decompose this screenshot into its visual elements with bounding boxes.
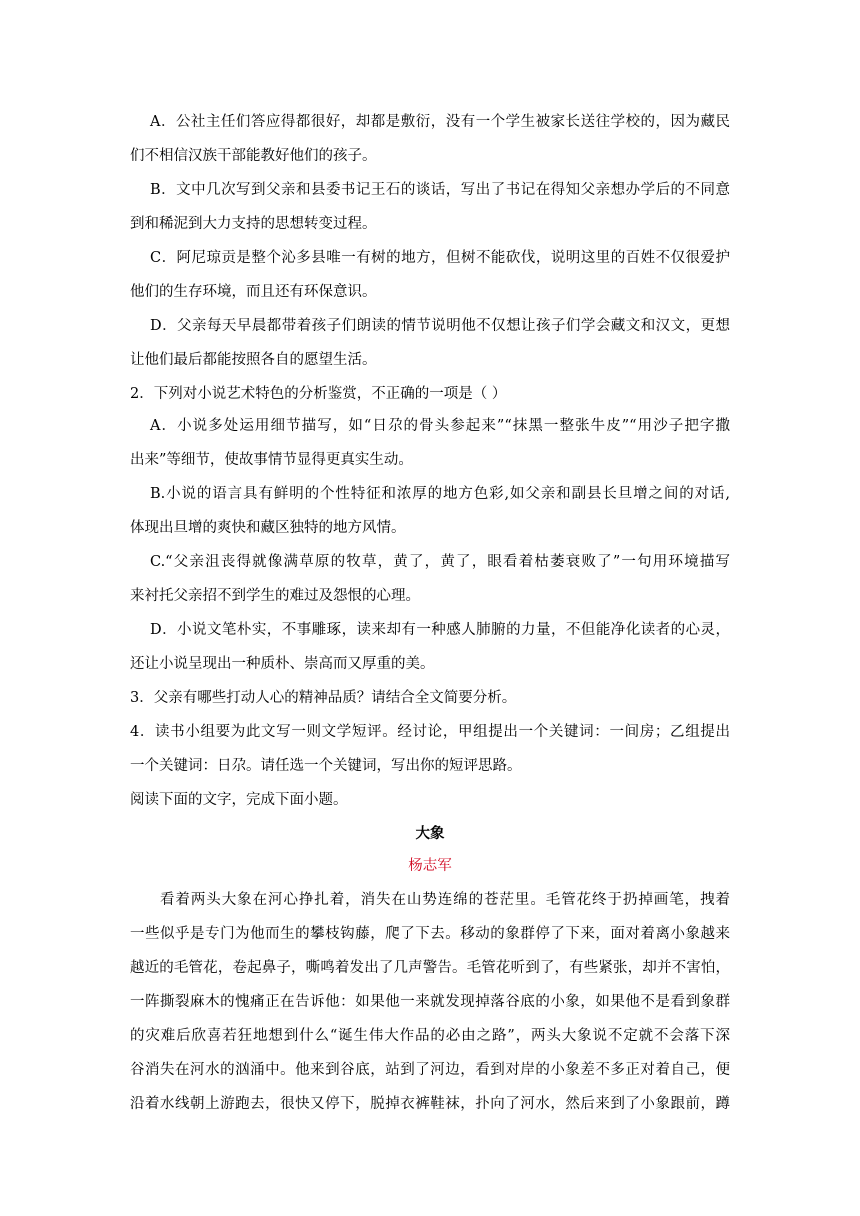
q2-option-d-line-2: 还让小说呈现出一种质朴、崇高而又厚重的美。 — [130, 656, 435, 672]
q2-option-d-line-1: D．小说文笔朴实，不事雕琢，读来却有一种感人肺腑的力量，不但能净化读者的心灵， — [150, 622, 730, 638]
q4-stem-line-1: 4．读书小组要为此文写一则文学短评。经讨论，甲组提出一个关键词：一间房；乙组提出 — [130, 724, 730, 740]
q3-stem: 3．父亲有哪些打动人心的精神品质？请结合全文简要分析。 — [130, 690, 517, 706]
story-line-1: 看着两头大象在河心挣扎着，消失在山势连绵的苍茫里。毛管花终于扔掉画笔，拽着 — [160, 892, 730, 908]
q2-stem: 2．下列对小说艺术特色的分析鉴赏，不正确的一项是（ ） — [130, 386, 507, 402]
q4-stem-line-2: 一个关键词：日尕。请任选一个关键词，写出你的短评思路。 — [130, 758, 522, 774]
story-line-3: 越近的毛管花，卷起鼻子，嘶鸣着发出了几声警告。毛管花听到了，有些紧张，却并不害怕， — [130, 960, 730, 976]
story-line-4: 一阵撕裂麻木的愧痛正在告诉他：如果他一来就发现掉落谷底的小象，如果他不是看到象群 — [130, 994, 730, 1010]
q1-option-a-line-2: 们不相信汉族干部能教好他们的孩子。 — [130, 148, 377, 164]
q2-option-c-line-1: C.“父亲沮丧得就像满草原的牧草，黄了，黄了，眼看着枯萎衰败了”一句用环境描写 — [150, 554, 730, 570]
q2-option-b-line-1: B.小说的语言具有鲜明的个性特征和浓厚的地方色彩,如父亲和副县长旦增之间的对话, — [150, 486, 730, 502]
q2-option-c-line-2: 来衬托父亲招不到学生的难过及怨恨的心理。 — [130, 588, 420, 604]
q1-option-b-line-1: B．文中几次写到父亲和县委书记王石的谈话，写出了书记在得知父亲想办学后的不同意 — [150, 182, 730, 198]
q1-option-d-line-2: 让他们最后都能按照各自的愿望生活。 — [130, 352, 377, 368]
q2-option-a-line-1: A．小说多处运用细节描写，如“日尕的骨头参起来”“抹黑一整张牛皮”“用沙子把字撒 — [150, 418, 730, 434]
story-line-6: 谷消失在河水的汹涌中。他来到谷底，站到了河边，看到对岸的小象差不多正对着自己，便 — [130, 1062, 730, 1078]
q1-option-c-line-1: C．阿尼琼贡是整个沁多县唯一有树的地方，但树不能砍伐，说明这里的百姓不仅很爱护 — [150, 250, 730, 266]
story-line-7: 沿着水线朝上游跑去，很快又停下，脱掉衣裤鞋袜，扑向了河水，然后来到了小象跟前，蹲 — [130, 1096, 730, 1112]
q1-option-b-line-2: 到和稀泥到大力支持的思想转变过程。 — [130, 216, 377, 232]
q1-option-a-line-1: A．公社主任们答应得都很好，却都是敷衍，没有一个学生被家长送往学校的，因为藏民 — [150, 114, 730, 130]
q1-option-c-line-2: 他们的生存环境，而且还有环保意识。 — [130, 284, 377, 300]
q1-option-d-line-1: D．父亲每天早晨都带着孩子们朗读的情节说明他不仅想让孩子们学会藏文和汉文，更想 — [150, 318, 730, 334]
story-author: 杨志军 — [408, 858, 452, 874]
story-line-2: 一些似乎是专门为他而生的攀枝钩藤，爬了下去。移动的象群停了下来，面对着离小象越来 — [130, 926, 730, 942]
reading-instruction: 阅读下面的文字，完成下面小题。 — [130, 792, 348, 808]
story-title: 大象 — [415, 825, 445, 842]
story-line-5: 的灾难后欣喜若狂地想到什么“诞生伟大作品的必由之路”，两头大象说不定就不会落下深 — [130, 1028, 730, 1044]
q2-option-b-line-2: 体现出旦增的爽快和藏区独特的地方风情。 — [130, 520, 406, 536]
q2-option-a-line-2: 出来”等细节，使故事情节显得更真实生动。 — [130, 452, 413, 468]
